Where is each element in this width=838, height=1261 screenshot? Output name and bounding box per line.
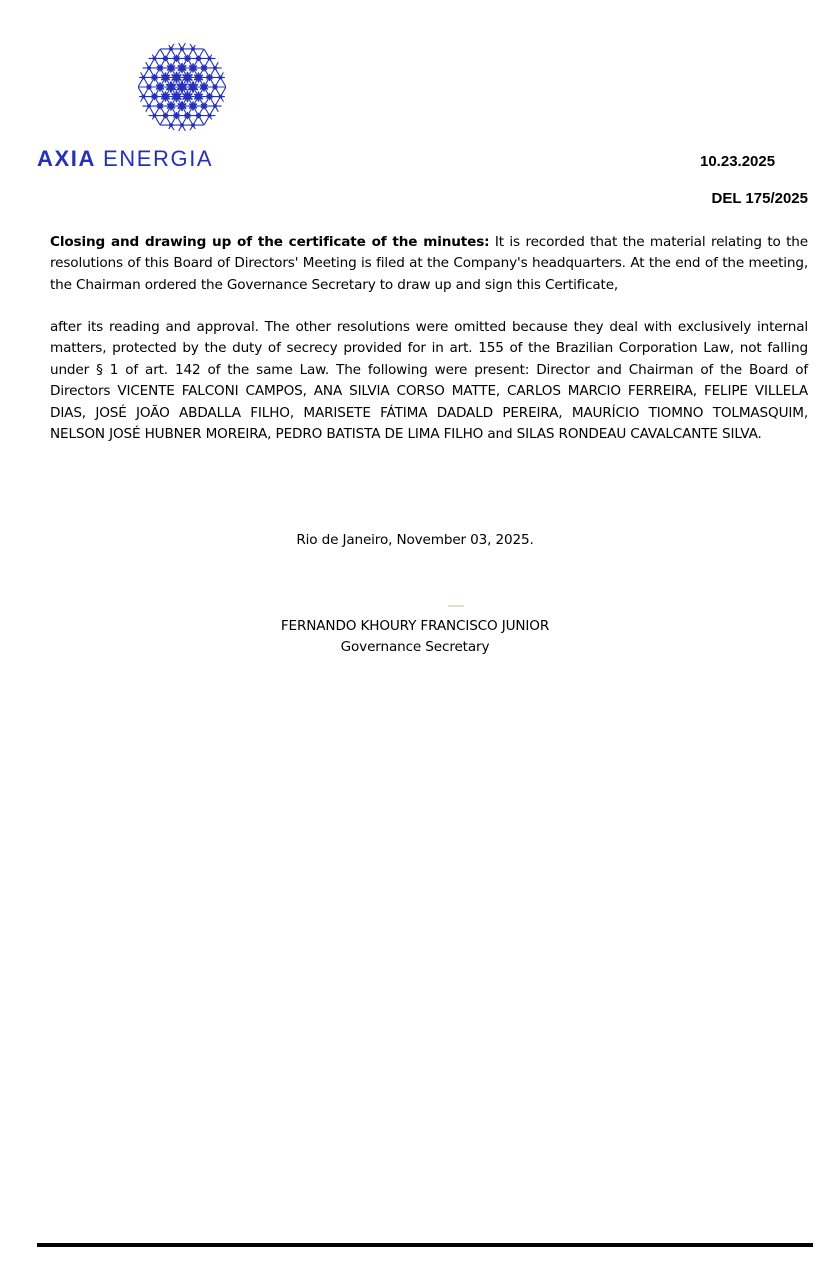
wordmark-axia: AXIA <box>37 146 96 171</box>
minutes-paragraph-2: after its reading and approval. The other resolutions were omitted because they deal with exclusively internal matters, protected by the duty of secrecy provided for in art. 155 of the Brazilian Corporation Law, not falling under § 1 of art. 142 of the same Law. The following were present: Director and Chairman of the Board of Directors VICENTE FALCONI CAMPOS, ANA SILVIA CORSO MATTE, CARLOS MARCIO FERREIRA, FELIPE VILLELA DIAS, JOSÉ JOÃO ABDALLA FILHO, MARISETE FÁTIMA DADALD PEREIRA, MAURÍCIO TIOMNO TOLMASQUIM, NELSON JOSÉ HUBNER MOREIRA, PEDRO BATISTA DE LIMA FILHO and SILAS RONDEAU CAVALCANTE SILVA. <box>50 319 808 443</box>
signatory-name: FERNANDO KHOURY FRANCISCO JUNIOR <box>280 618 550 634</box>
place-and-date: Rio de Janeiro, November 03, 2025. <box>296 532 534 548</box>
minutes-paragraph-1 <box>50 232 808 296</box>
footer-rule <box>37 1243 813 1247</box>
paragraph-1-text: It is recorded that the material relating to the resolutions of this Board of Directors' Meeting is filed at the Company's headquarters. At the end of the meeting, the Chairman ordered the Governance Secretary to draw up and sign this Certificate, <box>50 234 808 293</box>
signature-mark <box>448 605 464 607</box>
signatory-title: Governance Secretary <box>340 639 490 655</box>
wordmark-energia: ENERGIA <box>102 146 214 171</box>
company-wordmark <box>37 146 213 172</box>
document-reference: DEL 175/2025 <box>711 190 808 207</box>
document-date: 10.23.2025 <box>700 153 776 170</box>
globe-logo-icon <box>132 40 232 134</box>
paragraph-lead: Closing and drawing up of the certificate of the minutes: <box>50 234 490 250</box>
